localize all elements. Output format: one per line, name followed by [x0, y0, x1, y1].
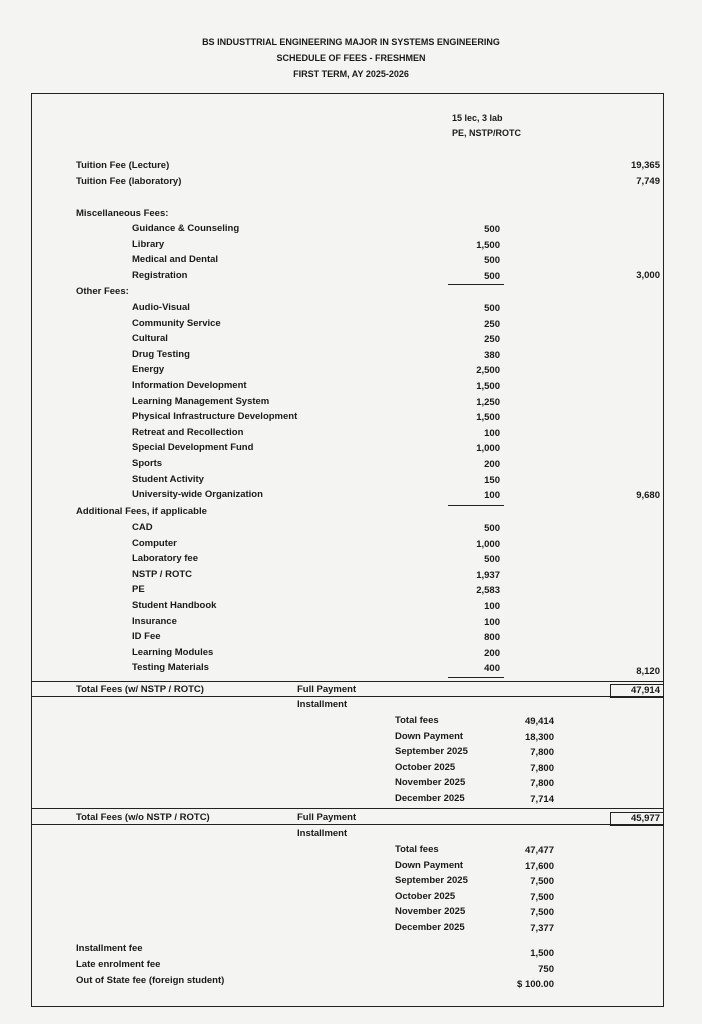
other-fee-item-amount: 100: [484, 427, 500, 439]
extra-fee-amount: 750: [538, 964, 554, 975]
other-fee-item-label: Cultural: [132, 333, 168, 345]
misc-fee-item-label: Registration: [132, 270, 188, 282]
additional-fee-item-label: Computer: [132, 537, 177, 549]
additional-fee-item-label: PE: [132, 584, 145, 596]
additional-fee-item-label: Insurance: [132, 615, 177, 627]
misc-fees-total: 3,000: [636, 270, 660, 281]
section-divider: [31, 808, 664, 809]
installment-label: Installment: [297, 699, 348, 710]
additional-fee-item-label: Learning Modules: [132, 646, 214, 658]
extra-fee-label: Late enrolment fee: [76, 959, 161, 970]
installment-row-amount: 7,800: [530, 747, 554, 759]
misc-fee-item-label: Guidance & Counseling: [132, 223, 240, 234]
installment-row-label: Total fees: [395, 844, 439, 855]
installment-row-amount: 7,500: [530, 907, 554, 919]
installment-row-amount: 7,800: [530, 778, 554, 790]
extra-fee-amount: 1,500: [530, 948, 554, 959]
installment-row-amount: 7,800: [530, 762, 554, 774]
additional-fee-item-amount: 1,000: [476, 538, 500, 550]
installment-row-label: November 2025: [395, 777, 466, 789]
document-term: FIRST TERM, AY 2025-2026: [293, 69, 409, 79]
section-divider: [31, 681, 664, 682]
tuition-lab-total: 7,749: [636, 176, 660, 187]
other-fee-item-amount: 1,250: [476, 396, 500, 408]
installment-row-amount: 18,300: [524, 731, 554, 743]
other-fee-item-label: Energy: [132, 364, 165, 376]
other-fee-item-label: Special Development Fund: [132, 442, 254, 454]
full-payment-total-with-nstp: 47,914: [630, 685, 660, 696]
document-subtitle: SCHEDULE OF FEES - FRESHMEN: [276, 53, 426, 63]
installment-row-label: September 2025: [395, 746, 468, 758]
misc-fee-item-amount: 500: [484, 271, 500, 283]
additional-fee-item-label: NSTP / ROTC: [132, 568, 192, 580]
section-divider: [31, 696, 664, 697]
section-divider: [31, 824, 664, 825]
other-fee-item-amount: 500: [484, 303, 500, 314]
misc-fee-item-amount: 1,500: [476, 239, 500, 251]
additional-fee-item-label: Student Handbook: [132, 600, 217, 611]
additional-fee-item-amount: 400: [484, 663, 500, 675]
other-fee-item-label: Sports: [132, 458, 163, 469]
installment-row-amount: 7,714: [530, 794, 554, 805]
additional-fee-item-amount: 500: [484, 523, 500, 534]
other-fee-item-amount: 1,000: [476, 443, 500, 455]
additional-fee-item-amount: 200: [484, 647, 500, 659]
tuition-lecture-total: 19,365: [630, 160, 660, 171]
misc-fee-item-amount: 500: [484, 224, 500, 235]
additional-subtotal-rule: [448, 677, 504, 678]
installment-row-label: October 2025: [395, 890, 456, 902]
installment-row-label: Down Payment: [395, 730, 464, 742]
extra-fee-label: Out of State fee (foreign student): [76, 975, 225, 986]
full-payment-total-without-nstp: 45,977: [630, 813, 660, 824]
other-fee-item-label: Student Activity: [132, 473, 204, 485]
installment-row-label: December 2025: [395, 793, 465, 804]
other-fees-heading: Other Fees:: [76, 286, 129, 297]
document-title: BS INDUSTTRIAL ENGINEERING MAJOR IN SYSTEMS ENGINEERING: [202, 37, 500, 47]
other-fee-item-label: Learning Management System: [132, 395, 270, 407]
installment-row-amount: 7,377: [530, 923, 554, 934]
full-payment-label: Full Payment: [297, 684, 357, 695]
full-payment-label: Full Payment: [297, 812, 357, 823]
other-subtotal-rule: [448, 505, 504, 506]
other-fees-total: 9,680: [636, 490, 660, 501]
other-fee-item-amount: 250: [484, 318, 500, 330]
misc-fee-item-label: Library: [132, 238, 165, 250]
total-without-nstp-label: Total Fees (w/o NSTP / ROTC): [76, 812, 210, 823]
installment-row-label: October 2025: [395, 761, 456, 773]
tuition-lab-label: Tuition Fee (laboratory): [76, 176, 182, 187]
other-fee-item-amount: 100: [484, 490, 500, 502]
installment-row-amount: 7,500: [530, 876, 554, 888]
tuition-lecture-label: Tuition Fee (Lecture): [76, 160, 170, 171]
installment-label: Installment: [297, 828, 348, 839]
other-fee-item-label: Audio-Visual: [132, 302, 190, 313]
additional-fee-item-label: ID Fee: [132, 631, 161, 643]
misc-subtotal-rule: [448, 284, 504, 285]
additional-fee-item-amount: 500: [484, 554, 500, 566]
other-fee-item-label: Information Development: [132, 380, 247, 391]
column-header-subjects: PE, NSTP/ROTC: [452, 128, 522, 138]
extra-fee-label: Installment fee: [76, 943, 143, 954]
other-fee-item-label: Physical Infrastructure Development: [132, 411, 298, 423]
other-fee-item-amount: 380: [484, 349, 500, 361]
additional-fee-item-amount: 1,937: [476, 569, 500, 581]
installment-row-amount: 49,414: [524, 716, 554, 727]
additional-fee-item-amount: 100: [484, 601, 500, 612]
fee-table-frame: [31, 93, 664, 1007]
misc-fee-item-label: Medical and Dental: [132, 254, 219, 266]
installment-row-amount: 7,500: [530, 891, 554, 903]
additional-fee-item-amount: 2,583: [476, 585, 500, 597]
other-fee-item-amount: 1,500: [476, 412, 500, 424]
additional-fees-total: 8,120: [636, 666, 660, 677]
column-header-units: 15 lec, 3 lab: [452, 113, 503, 123]
other-fee-item-amount: 2,500: [476, 365, 500, 377]
other-fee-item-amount: 250: [484, 334, 500, 346]
other-fee-item-label: Community Service: [132, 317, 221, 329]
other-fee-item-amount: 150: [484, 474, 500, 486]
other-fee-item-label: Drug Testing: [132, 348, 190, 360]
other-fee-item-amount: 200: [484, 459, 500, 470]
other-fee-item-label: Retreat and Recollection: [132, 426, 244, 438]
installment-row-label: Down Payment: [395, 859, 464, 871]
installment-row-label: Total fees: [395, 715, 439, 726]
installment-row-amount: 47,477: [524, 845, 554, 856]
additional-fee-item-label: Laboratory fee: [132, 553, 198, 565]
installment-row-label: September 2025: [395, 875, 468, 887]
installment-row-label: December 2025: [395, 922, 465, 933]
installment-row-label: November 2025: [395, 906, 466, 918]
other-fee-item-label: University-wide Organization: [132, 489, 263, 501]
misc-fee-item-amount: 500: [484, 255, 500, 267]
extra-fee-amount: $ 100.00: [517, 979, 554, 990]
additional-fees-heading: Additional Fees, if applicable: [76, 506, 207, 517]
additional-fee-item-label: CAD: [132, 522, 153, 533]
additional-fee-item-amount: 800: [484, 632, 500, 644]
additional-fee-item-label: Testing Materials: [132, 662, 209, 674]
misc-fees-heading: Miscellaneous Fees:: [76, 208, 169, 219]
additional-fee-item-amount: 100: [484, 616, 500, 628]
total-with-nstp-label: Total Fees (w/ NSTP / ROTC): [76, 684, 204, 695]
installment-row-amount: 17,600: [524, 860, 554, 872]
other-fee-item-amount: 1,500: [476, 381, 500, 392]
